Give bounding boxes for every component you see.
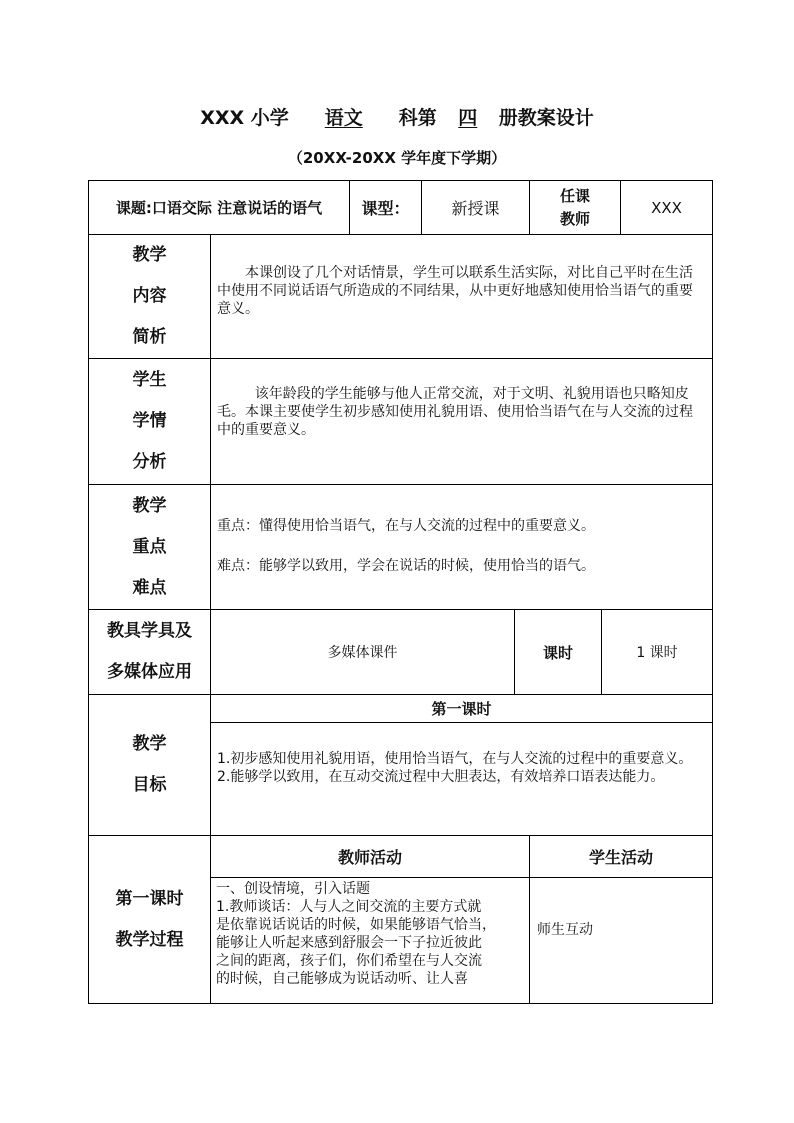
objective-item: 1.初步感知使用礼貌用语，使用恰当语气，在与人交流的过程中的重要意义。 [217, 751, 693, 767]
student-analysis-label [89, 359, 210, 484]
period-value: 1 课时 [636, 645, 678, 661]
label-line: 目标 [132, 775, 167, 795]
teacher-activity-text [216, 880, 496, 988]
row-divider [210, 877, 713, 878]
teacher-activity-line: 1.教师谈话：人与人之间交流的主要方式就 [216, 899, 482, 915]
content-analysis-text-cell [211, 264, 712, 344]
title-subject: 语文 [324, 107, 363, 129]
teacher-activity-line: 一、创设情境，引入话题 [216, 881, 370, 897]
student-analysis-text-cell [211, 385, 712, 465]
label-line: 难点 [132, 577, 167, 598]
objective-item: 2.能够学以致用，在互动交流过程中大胆表达，有效培养口语表达能力。 [217, 769, 665, 785]
content-analysis-text: 本课创设了几个对话情景，学生可以联系生活实际，对比自己平时在生活中使用不同说话语气所造成的不同结果，从中更好地感知使用恰当语气的重要意义。 [217, 265, 693, 317]
objectives-label [89, 695, 210, 835]
title-volume: 四 [458, 107, 478, 129]
type-label: 课型： [361, 199, 410, 218]
label-line: 第一课时 [115, 888, 184, 909]
teacher-activity-line: 的时候，自己能够成为说话动听、让人喜 [216, 971, 468, 987]
teacher-label-line2: 教师 [559, 209, 590, 228]
table-border-bottom [88, 1003, 713, 1004]
period-label: 课时 [542, 643, 573, 662]
difficulty-text: 难点：能够学以致用，学会在说话的时候，使用恰当的语气。 [217, 558, 595, 574]
label-line: 学情 [132, 411, 167, 431]
label-line: 教学过程 [115, 929, 184, 950]
topic-cell: 课题:口语交际 注意说话的语气 [115, 199, 323, 217]
label-line: 教学 [132, 495, 167, 516]
label-line: 多媒体应用 [107, 662, 192, 682]
focus-text: 重点：懂得使用恰当语气，在与人交流的过程中的重要意义。 [217, 518, 595, 534]
key-points-text-cell [211, 517, 712, 597]
label-line: 教学 [132, 245, 167, 265]
title-school: XXX 小学 [200, 107, 289, 129]
label-line: 内容 [132, 286, 167, 306]
process-label [89, 836, 210, 1003]
content-analysis-label [89, 235, 210, 358]
objectives-list [211, 750, 712, 816]
teacher-activity-line: 之间的距离，孩子们，你们希望在与人交流 [216, 953, 482, 969]
table-border-right [712, 180, 713, 1004]
teacher-activity-line: 能够让人听起来感到舒服会一下子拉近彼此 [216, 935, 482, 951]
materials-label [89, 610, 210, 694]
materials-value: 多媒体课件 [327, 645, 398, 661]
student-analysis-text: 该年龄段的学生能够与他人正常交流，对于文明、礼貌用语也只略知皮毛。本课主要使学生初步感知使用礼貌用语、使用恰当语气在与人交流的过程中的重要意义。 [217, 386, 693, 438]
label-line: 重点 [132, 536, 167, 557]
student-activity-text: 师生互动 [537, 922, 593, 938]
label-line: 学生 [132, 370, 167, 390]
student-activity-header: 学生活动 [588, 848, 653, 867]
teacher-label [530, 181, 620, 234]
page-title [0, 104, 794, 132]
label-line: 分析 [132, 452, 167, 472]
title-subject-suffix: 科第 [398, 107, 437, 129]
teacher-value: XXX [651, 198, 682, 217]
teacher-activity-header: 教师活动 [337, 848, 402, 867]
key-points-label [89, 485, 210, 609]
label-line: 教具学具及 [107, 621, 192, 641]
objectives-section-title: 第一课时 [431, 700, 492, 718]
teacher-activity-line: 是依靠说话说话的时候，如果能够语气恰当， [216, 917, 496, 933]
title-suffix: 册教案设计 [498, 107, 594, 129]
type-value: 新授课 [451, 199, 500, 218]
label-line: 简析 [132, 327, 167, 347]
page-subtitle: （20XX-20XX 学年度下学期） [287, 149, 507, 167]
label-line: 教学 [132, 734, 167, 754]
teacher-label-line1: 任课 [559, 186, 590, 205]
row-divider [210, 722, 713, 723]
